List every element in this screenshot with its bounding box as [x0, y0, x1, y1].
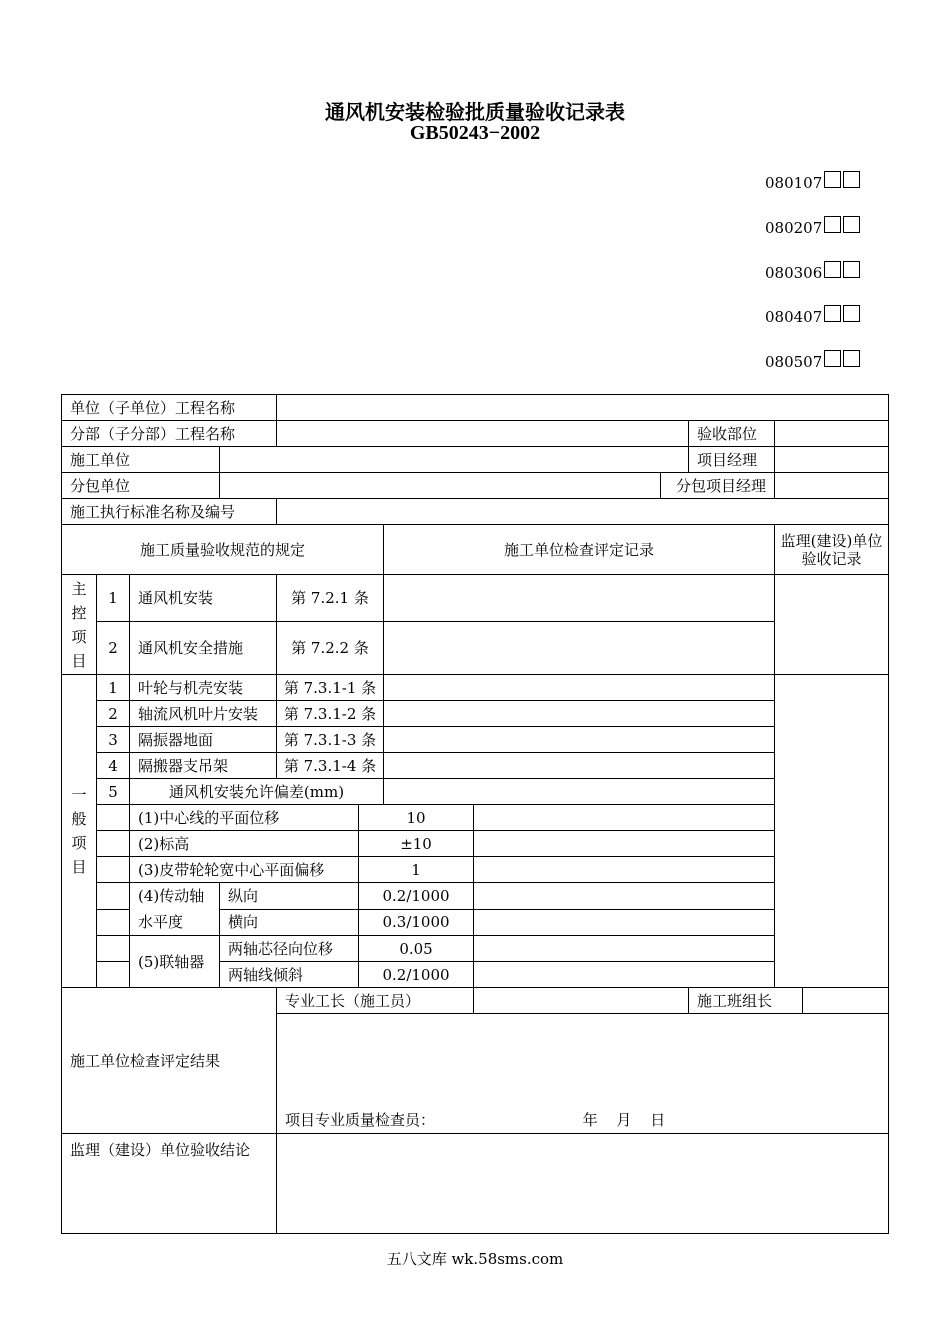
foreman-field[interactable]: [474, 988, 689, 1014]
blank-number-cell: [97, 962, 130, 988]
item-clause: 第 7.2.2 条: [277, 622, 384, 675]
project-manager-field[interactable]: [775, 447, 889, 473]
inspector-signature-area[interactable]: [277, 1014, 889, 1134]
item-name: 通风机安全措施: [130, 622, 277, 675]
measurement-grid: [474, 962, 775, 988]
item-clause: 第 7.2.1 条: [277, 575, 384, 622]
check-record-column-header: 施工单位检查评定记录: [384, 525, 775, 575]
item-check-record-field[interactable]: [384, 701, 775, 727]
spec-column-header: 施工质量验收规范的规定: [62, 525, 384, 575]
checkbox[interactable]: [843, 305, 860, 322]
deviation-item-name: 纵向: [220, 883, 359, 910]
construction-unit-field[interactable]: [220, 447, 689, 473]
acceptance-part-field[interactable]: [775, 421, 889, 447]
item-name: 通风机安装: [130, 575, 277, 622]
item-number: 3: [97, 727, 130, 753]
execution-standard-label: 施工执行标准名称及编号: [62, 499, 277, 525]
checkbox[interactable]: [824, 261, 841, 278]
deviation-item-value: ±10: [359, 831, 474, 857]
division-project-name-field[interactable]: [277, 421, 689, 447]
general-items-label: [62, 675, 97, 988]
foreman-label: 专业工长（施工员）: [277, 988, 474, 1014]
item-clause: 第 7.3.1-3 条: [277, 727, 384, 753]
measurement-grid: [474, 883, 775, 910]
checkbox[interactable]: [843, 350, 860, 367]
coupling-label: (5)联轴器: [130, 936, 220, 988]
item-check-record-field[interactable]: [384, 575, 775, 622]
deviation-item-value: 0.2/1000: [359, 962, 474, 988]
code-label: 080107: [765, 174, 823, 192]
item-number: 1: [97, 575, 130, 622]
unit-project-name-field[interactable]: [277, 395, 889, 421]
footer-watermark: 五八文库 wk.58sms.com: [386, 1250, 564, 1268]
supervision-conclusion-field[interactable]: [277, 1134, 889, 1234]
item-clause: 第 7.3.1-1 条: [277, 675, 384, 701]
code-label: 080207: [765, 219, 823, 237]
measurement-grid: [474, 831, 775, 857]
general-supervision-field[interactable]: [775, 675, 889, 988]
measurement-grid: [474, 909, 775, 936]
checkbox[interactable]: [843, 171, 860, 188]
shaft-label-line2: 水平度: [138, 913, 184, 931]
team-leader-label: 施工班组长: [689, 988, 803, 1014]
document-title: 通风机安装检验批质量验收记录表: [325, 100, 625, 124]
item-number: 1: [97, 675, 130, 701]
code-label: 080407: [765, 308, 823, 326]
deviation-item-value: 0.2/1000: [359, 883, 474, 910]
item-name: 轴流风机叶片安装: [130, 701, 277, 727]
item-name: 隔搬器支吊架: [130, 753, 277, 779]
main-items-label: [62, 575, 97, 675]
measurement-grid: [474, 857, 775, 883]
item-check-record-field[interactable]: [384, 727, 775, 753]
checkbox[interactable]: [843, 261, 860, 278]
deviation-item-value: 1: [359, 857, 474, 883]
checkbox[interactable]: [824, 305, 841, 322]
deviation-item-value: 10: [359, 805, 474, 831]
code-row: [765, 218, 860, 238]
unit-project-name-label: 单位（子单位）工程名称: [62, 395, 277, 421]
main-supervision-field[interactable]: [775, 575, 889, 675]
subcontract-unit-field[interactable]: [220, 473, 661, 499]
shaft-label-line1: (4)传动轴: [138, 887, 205, 905]
deviation-item-name: 两轴线倾斜: [220, 962, 359, 988]
code-label: 080306: [765, 264, 823, 282]
deviation-item-name: (3)皮带轮轮宽中心平面偏移: [130, 857, 359, 883]
deviation-title: 通风机安装允许偏差(mm): [130, 779, 384, 805]
month-label: 月: [616, 1111, 632, 1129]
checkbox[interactable]: [824, 216, 841, 233]
item-check-record-field[interactable]: [384, 622, 775, 675]
item-name: 叶轮与机壳安装: [130, 675, 277, 701]
code-row: [765, 173, 860, 193]
acceptance-part-label: 验收部位: [689, 421, 775, 447]
shaft-level-label: [130, 883, 220, 936]
execution-standard-field[interactable]: [277, 499, 889, 525]
blank-number-cell: [97, 805, 130, 831]
item-check-record-field[interactable]: [384, 779, 775, 805]
checkbox[interactable]: [824, 350, 841, 367]
item-number: 2: [97, 622, 130, 675]
deviation-item-value: 0.05: [359, 936, 474, 962]
standard-code: GB50243−2002: [409, 122, 541, 144]
deviation-item-name: (2)标高: [130, 831, 359, 857]
blank-number-cell: [97, 831, 130, 857]
day-label: 日: [650, 1111, 666, 1129]
deviation-item-name: 两轴芯径向位移: [220, 936, 359, 962]
item-number: 5: [97, 779, 130, 805]
measurement-grid: [474, 936, 775, 962]
inspector-label: 项目专业质量检查员：: [285, 1111, 436, 1129]
project-manager-label: 项目经理: [689, 447, 775, 473]
code-row: [765, 352, 860, 372]
item-check-record-field[interactable]: [384, 675, 775, 701]
construction-unit-label: 施工单位: [62, 447, 220, 473]
supervision-column-header: 监理(建设)单位验收记录: [775, 525, 889, 575]
code-row: [765, 263, 860, 283]
subcontract-unit-label: 分包单位: [62, 473, 220, 499]
division-project-name-label: 分部（子分部）工程名称: [62, 421, 277, 447]
code-row: [765, 307, 860, 327]
checkbox[interactable]: [824, 171, 841, 188]
deviation-item-name: 横向: [220, 909, 359, 936]
item-check-record-field[interactable]: [384, 753, 775, 779]
deviation-item-value: 0.3/1000: [359, 909, 474, 936]
general-items-text: 一般项目: [71, 786, 87, 876]
item-name: 隔振器地面: [130, 727, 277, 753]
item-number: 2: [97, 701, 130, 727]
supervision-conclusion-label: 监理（建设）单位验收结论: [62, 1134, 277, 1234]
team-leader-field[interactable]: [803, 988, 889, 1014]
subcontract-pm-field[interactable]: [775, 473, 889, 499]
code-label: 080507: [765, 353, 823, 371]
construction-result-label: 施工单位检查评定结果: [62, 988, 277, 1134]
deviation-item-name: (1)中心线的平面位移: [130, 805, 359, 831]
blank-number-cell: [97, 857, 130, 883]
subcontract-pm-label: 分包项目经理: [661, 473, 775, 499]
checkbox[interactable]: [843, 216, 860, 233]
blank-number-cell: [97, 936, 130, 962]
item-number: 4: [97, 753, 130, 779]
blank-number-cell: [97, 909, 130, 936]
item-clause: 第 7.3.1-2 条: [277, 701, 384, 727]
item-clause: 第 7.3.1-4 条: [277, 753, 384, 779]
blank-number-cell: [97, 883, 130, 910]
year-label: 年: [582, 1111, 598, 1129]
acceptance-record-table: [61, 394, 889, 1234]
main-items-text: 主控项目: [71, 579, 87, 670]
measurement-grid: [474, 805, 775, 831]
